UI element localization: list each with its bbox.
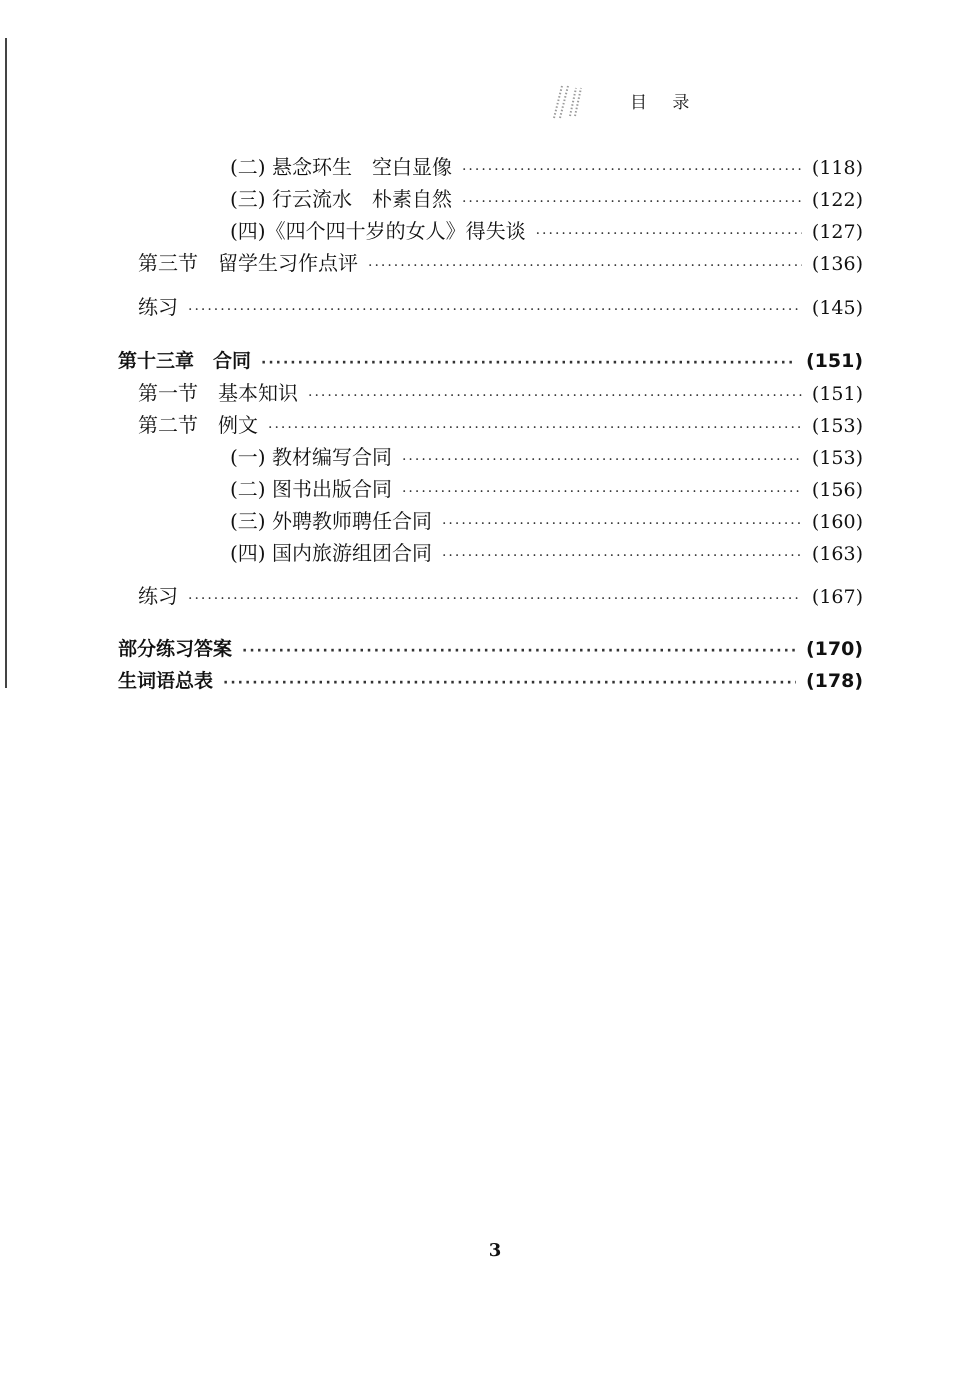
toc-entry	[138, 409, 863, 438]
toc-leader-dots	[402, 484, 802, 500]
toc-entry	[230, 473, 863, 502]
toc-entry-title: 第一节 基本知识	[138, 381, 298, 405]
toc-entry-title: 生词语总表	[118, 670, 214, 692]
toc-entry-page: (127)	[811, 221, 863, 243]
toc-entry-title: 第二节 例文	[138, 413, 258, 437]
toc-entry	[138, 580, 863, 609]
toc-entry-title: 练习	[138, 584, 178, 608]
toc-entry	[138, 377, 863, 406]
toc-entry	[230, 537, 863, 566]
toc-entry-page: (151)	[811, 383, 863, 405]
toc-entry-page: (153)	[811, 415, 863, 437]
toc-leader-dots	[368, 258, 802, 274]
toc-entry-title: 第十三章 合同	[118, 350, 252, 372]
toc-entry-title: (三) 外聘教师聘任合同	[230, 509, 432, 533]
toc-chapter-entry	[118, 634, 863, 661]
toc-entry-page: (145)	[811, 297, 863, 319]
toc-entry-page: (136)	[811, 253, 863, 275]
toc-entry-page: (178)	[805, 670, 863, 692]
toc-leader-dots	[223, 675, 796, 691]
toc-leader-dots	[442, 548, 802, 564]
toc-leader-dots	[188, 302, 802, 318]
toc-entry-page: (167)	[811, 586, 863, 608]
toc-leader-dots	[462, 194, 802, 210]
toc-entry-title: (一) 教材编写合同	[230, 445, 392, 469]
toc-entry-title: 部分练习答案	[118, 638, 233, 660]
toc-leader-dots	[261, 355, 796, 371]
toc-entry-page: (122)	[811, 189, 863, 211]
toc-leader-dots	[242, 643, 796, 659]
toc-entry	[230, 215, 863, 244]
toc-entry-page: (151)	[805, 350, 863, 372]
toc-entry-title: (四) 国内旅游组团合同	[230, 541, 432, 565]
toc-entry	[230, 183, 863, 212]
toc-entry-page: (156)	[811, 479, 863, 501]
running-header-title: 目 录	[630, 93, 700, 113]
toc-entry-title: 第三节 留学生习作点评	[138, 251, 358, 275]
toc-entry	[230, 505, 863, 534]
toc-entry-title: (二) 图书出版合同	[230, 477, 392, 501]
toc-leader-dots	[442, 516, 802, 532]
toc-entry-title: 练习	[138, 295, 178, 319]
toc-entry	[230, 441, 863, 470]
toc-leader-dots	[402, 452, 802, 468]
page-number: 3	[488, 1240, 502, 1261]
decorative-header-ornament	[548, 80, 588, 122]
toc-leader-dots	[462, 162, 802, 178]
toc-entry-title: (二) 悬念环生 空白显像	[230, 155, 452, 179]
toc-leader-dots	[268, 420, 802, 436]
toc-chapter-entry	[118, 346, 863, 373]
toc-entry-page: (170)	[805, 638, 863, 660]
toc-entry-page: (160)	[811, 511, 863, 533]
toc-entry	[138, 247, 863, 276]
binding-edge-line	[5, 38, 7, 688]
toc-entry-page: (163)	[811, 543, 863, 565]
toc-chapter-entry	[118, 666, 863, 693]
toc-entry-page: (153)	[811, 447, 863, 469]
toc-leader-dots	[308, 388, 802, 404]
toc-leader-dots	[536, 226, 802, 242]
toc-entry-title: (三) 行云流水 朴素自然	[230, 187, 452, 211]
toc-entry-page: (118)	[811, 157, 863, 179]
toc-entry	[138, 291, 863, 320]
toc-leader-dots	[188, 591, 802, 607]
toc-entry	[230, 151, 863, 180]
toc-entry-title: (四)《四个四十岁的女人》得失谈	[230, 219, 526, 243]
